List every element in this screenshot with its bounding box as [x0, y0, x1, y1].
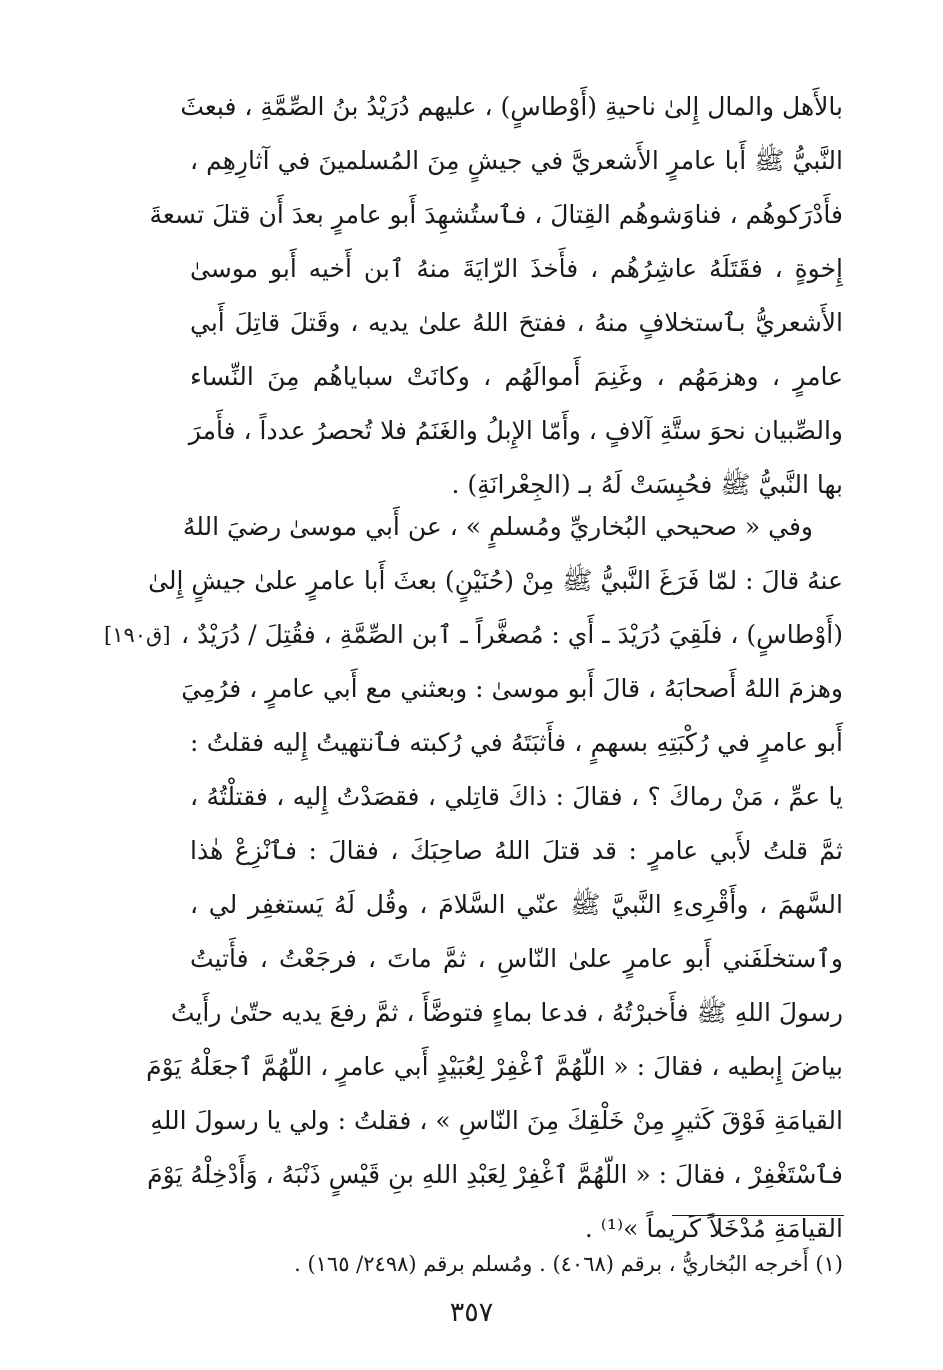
text-line: بالأَهل والمال إِلىٰ ناحيةِ (أَوْطاسٍ) ، عليهم دُرَيْدُ بنُ الصِّمَّةِ ، فبعثَ: [180, 92, 843, 121]
main-paragraph-1: [149, 80, 843, 512]
page-number: ٣٥٧: [449, 1297, 494, 1328]
text-line: عنهُ قالَ : لمّا فَرَغَ النَّبيُّ ﷺ مِنْ (حُنَيْنٍ) بعثَ أَبا عامرٍ علىٰ جيشٍ إِلىٰ: [148, 566, 843, 595]
footnote: (١) أَخرجه البُخاريُّ ، برقم (٤٠٦٨) . ومُسلم برقم (٢٤٩٨/ ١٦٥) .: [294, 1252, 843, 1276]
text-line: ثمَّ قلتُ لأَبي عامرٍ : قد قتلَ اللهُ صاحِبَكَ ، فقالَ : فٱنْزِعْ هٰذا: [190, 836, 843, 865]
text-line: القيامَةِ مُدْخَلاً كَريماً »⁽¹⁾ .: [584, 1214, 843, 1243]
text-line: (أَوْطاسٍ) ، فلَقِيَ دُرَيْدَ ـ أَي : مُصغَّراً ـ ٱبن الصِّمَّةِ ، فقُتِلَ / دُرَيْدٌ ،: [181, 620, 843, 649]
text-line: بها النَّبيُّ ﷺ فحُبِسَتْ لَهُ بـ (الجِعْرانَةِ) .: [451, 470, 843, 499]
text-line: وهزمَ اللهُ أَصحابَهُ ، قالَ أَبو موسىٰ : وبعثني مع أَبي عامرٍ ، فرُمِيَ: [181, 674, 843, 703]
text-line: وٱستخلَفَني أَبو عامرٍ علىٰ النّاسِ ، ثمَّ ماتَ ، فرجَعْتُ ، فأَتيتُ: [190, 944, 843, 973]
text-line: فٱسْتَغْفِرْ ، فقالَ : « اللّهُمَّ ٱغْفِرْ لِعَبْدِ اللهِ بنِ قَيْسٍ ذَنْبَهُ ، وَأَدْخِلْهُ يَوْمَ: [147, 1160, 843, 1189]
footnote-separator: [672, 1215, 844, 1216]
text-line: والصِّبيان نحوَ ستَّةِ آلافٍ ، وأَمّا الإِبلُ والغَنَمُ فلا تُحصرُ عدداً ، فأَمرَ: [188, 416, 843, 445]
text-line: القيامَةِ فَوْقَ كَثيرٍ مِنْ خَلْقِكَ مِنَ النّاسِ » ، فقلتُ : ولي يا رسولَ اللهِ: [150, 1106, 843, 1135]
text-line: رسولَ اللهِ ﷺ فأَخبرْتُهُ ، فدعا بماءٍ فتوضَّأَ ، ثمَّ رفعَ يديه حتّىٰ رأَيتُ: [170, 998, 843, 1027]
text-line: النَّبيُّ ﷺ أَبا عامرٍ الأَشعريَّ في جيشٍ مِنَ المُسلمينَ في آثارِهِم ،: [190, 146, 843, 175]
text-line: عامرٍ ، وهزمَهُم ، وغَنِمَ أَموالَهُم ، وكانَتْ سباياهُم مِنَ النِّساء: [190, 362, 843, 391]
text-line: السَّهمَ ، وأَقْرِىءِ النَّبيَّ ﷺ عنّي السَّلامَ ، وقُل لَهُ يَستغفِر لي ،: [190, 890, 843, 919]
text-line: بياضَ إِبطيه ، فقالَ : « اللّهُمَّ ٱغْفِرْ لِعُبَيْدٍ أَبي عامرٍ ، اللّهُمَّ ٱجعَلْهُ يَوْمَ: [146, 1052, 843, 1081]
text-line: الأَشعريُّ بٱستخلافٍ منهُ ، ففتحَ اللهُ علىٰ يديه ، وقَتلَ قاتِلَ أَبي: [190, 308, 843, 337]
text-line: إِخوةٍ ، فقَتَلَهُ عاشِرُهُم ، فأَخذَ الرّايَةَ منهُ ٱبن أَخيه أَبو موسىٰ: [190, 254, 843, 283]
text-line: وفي « صحيحي البُخاريِّ ومُسلمٍ » ، عن أَبي موسىٰ رضيَ اللهُ: [182, 512, 813, 541]
text-line: يا عمِّ ، مَنْ رماكَ ؟ ، فقالَ : ذاكَ قاتِلي ، فقصَدْتُ إِليه ، فقتلْتُهُ ،: [190, 782, 843, 811]
text-line: فأَدْرَكوهُم ، فناوَشوهُم القِتالَ ، فٱستُشهِدَ أَبو عامرٍ بعدَ أَن قتلَ تسعةَ: [149, 200, 843, 229]
text-line: أَبو عامرٍ في رُكْبَتِهِ بسهمٍ ، فأَثبَتَهُ في رُكبته فٱنتهيتُ إِليه فقلتُ :: [190, 728, 843, 757]
main-paragraph-2: [146, 500, 843, 1256]
manuscript-folio-marker: [ق١٩٠]: [104, 623, 171, 647]
